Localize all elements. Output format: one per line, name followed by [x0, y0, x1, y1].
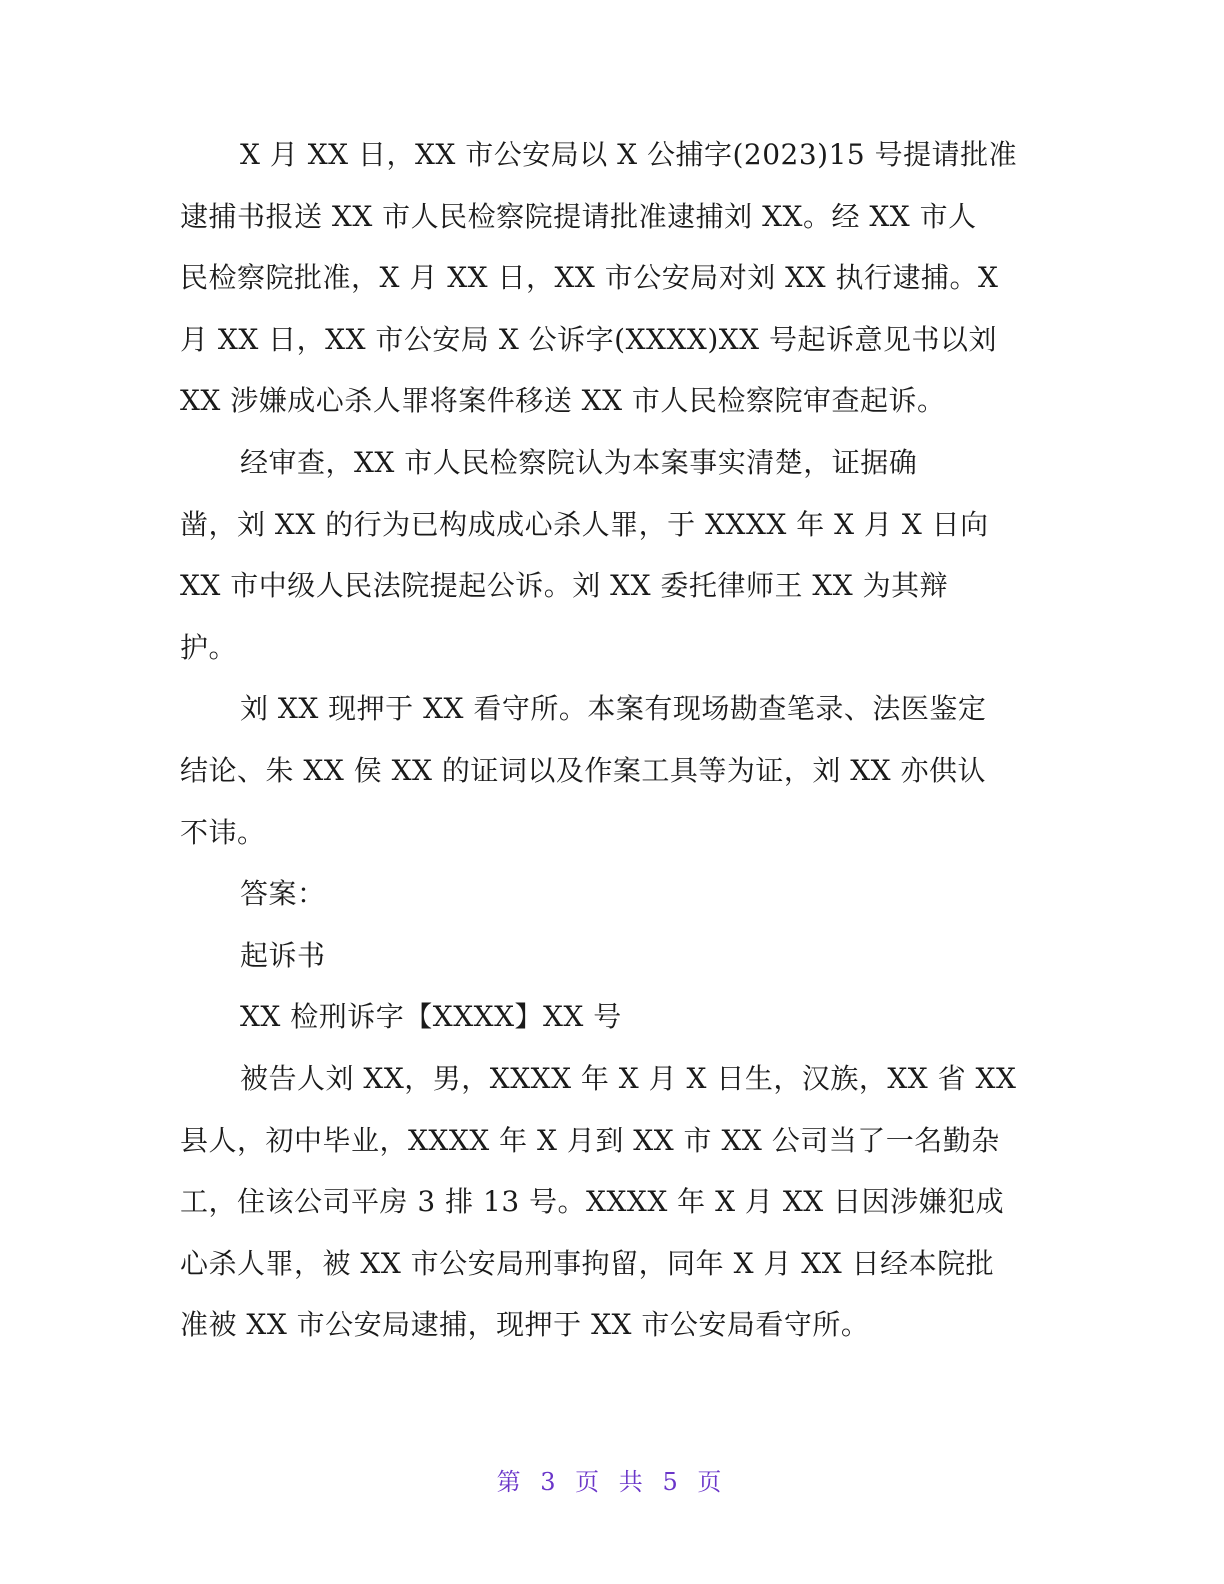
text-line: 月 XX 日，XX 市公安局 X 公诉字(XXXX)XX 号起诉意见书以刘	[180, 322, 998, 356]
text-line: 护。	[180, 630, 238, 664]
text-line: XX 检刑诉字【XXXX】XX 号	[240, 1000, 622, 1034]
text-line: XX 涉嫌成心杀人罪将案件移送 XX 市人民检察院审查起诉。	[180, 384, 946, 418]
text-line: 被告人刘 XX，男，XXXX 年 X 月 X 日生，汉族，XX 省 XX	[240, 1061, 1017, 1095]
text-line: XX 市中级人民法院提起公诉。刘 XX 委托律师王 XX 为其辩	[180, 569, 949, 603]
text-line: 民检察院批准，X 月 XX 日，XX 市公安局对刘 XX 执行逮捕。X	[180, 261, 999, 295]
page-number-footer: 第 3 页 共 5 页	[496, 1468, 728, 1496]
text-line: 县人，初中毕业，XXXX 年 X 月到 XX 市 XX 公司当了一名勤杂	[180, 1123, 1000, 1157]
text-line: 心杀人罪，被 XX 市公安局刑事拘留，同年 X 月 XX 日经本院批	[180, 1246, 995, 1280]
text-line: 凿，刘 XX 的行为已构成成心杀人罪，于 XXXX 年 X 月 X 日向	[180, 507, 989, 541]
text-line: 工，住该公司平房 3 排 13 号。XXXX 年 X 月 XX 日因涉嫌犯成	[180, 1185, 1005, 1219]
text-line: 逮捕书报送 XX 市人民检察院提请批准逮捕刘 XX。经 XX 市人	[180, 199, 977, 233]
text-line: 不讳。	[180, 815, 266, 849]
text-line: 起诉书	[240, 938, 326, 972]
document-body	[180, 124, 1036, 1356]
text-line: X 月 XX 日，XX 市公安局以 X 公捕字(2023)15 号提请批准	[240, 138, 1018, 171]
text-line: 答案：	[240, 877, 326, 911]
text-line: 准被 XX 市公安局逮捕，现押于 XX 市公安局看守所。	[180, 1308, 870, 1342]
text-line: 刘 XX 现押于 XX 看守所。本案有现场勘查笔录、法医鉴定	[240, 692, 987, 726]
text-line: 结论、朱 XX 侯 XX 的证词以及作案工具等为证，刘 XX 亦供认	[180, 753, 987, 787]
text-line: 经审查，XX 市人民检察院认为本案事实清楚，证据确	[240, 445, 918, 479]
